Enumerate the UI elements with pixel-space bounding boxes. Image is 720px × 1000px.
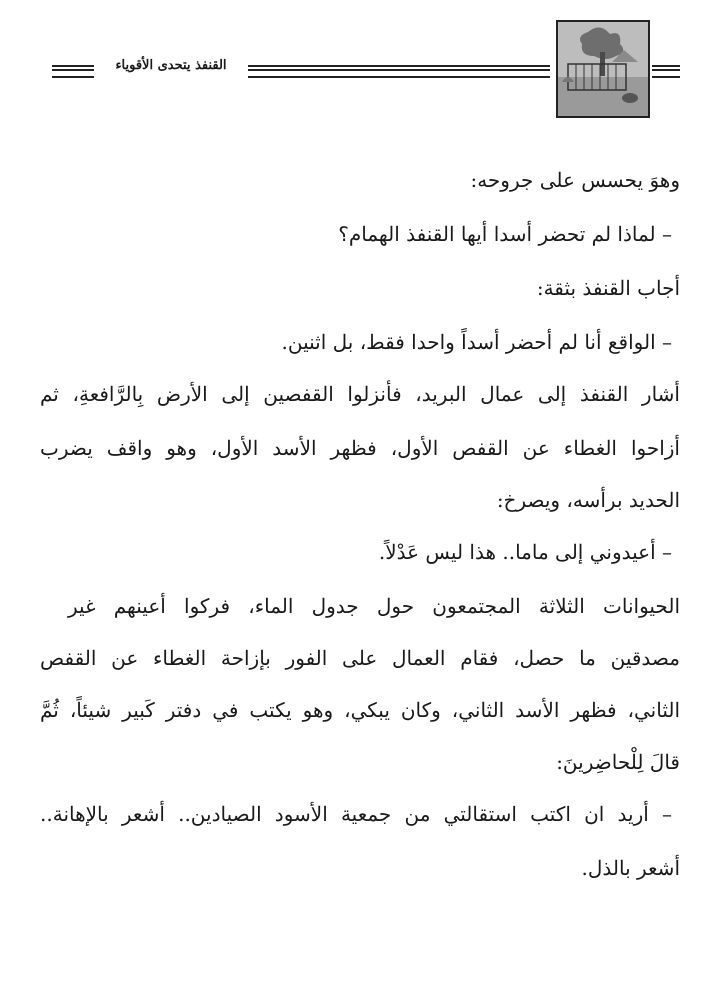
text-line: الحيوانات الثلاثة المجتمعون حول جدول الماء، فركوا أعينهم غير bbox=[68, 594, 680, 618]
text-line: الحديد برأسه، ويصرخ: bbox=[496, 488, 680, 512]
dialogue-line: – أريد ان اكتب استقالتي من جمعية الأسود الصيادين.. أشعر بالإهانة.. bbox=[40, 802, 672, 826]
header-rule-left bbox=[52, 65, 94, 78]
text-line: أشار القنفذ إلى عمال البريد، فأنزلوا القفصين إلى الأرض بِالرَّافعةِ، ثم bbox=[40, 382, 680, 406]
text-line: قالَ لِلْحاضِرينَ: bbox=[556, 750, 680, 774]
text-line: أجاب القنفذ بثقة: bbox=[536, 276, 680, 300]
header-illustration bbox=[556, 20, 650, 118]
text-line: وهوَ يحسس على جروحه: bbox=[470, 168, 680, 192]
text-line: أزاحوا الغطاء عن القفص الأول، فظهر الأسد الأول، وهو واقف يضرب bbox=[40, 436, 680, 460]
dialogue-line: – الواقع أنا لم أحضر أسداً واحدا فقط، بل اثنين. bbox=[281, 330, 672, 354]
text-line: مصدقين ما حصل، فقام العمال على الفور بإزاحة الغطاء عن القفص bbox=[40, 646, 680, 670]
page-header bbox=[0, 0, 720, 130]
running-title: القنفذ يتحدى الأقوياء bbox=[115, 58, 227, 73]
header-rule-right bbox=[248, 65, 550, 78]
header-rule-far bbox=[652, 65, 680, 78]
dialogue-line: – أعيدوني إلى ماما.. هذا ليس عَدْلاً. bbox=[378, 540, 672, 564]
dialogue-line: – لماذا لم تحضر أسدا أيها القنفذ الهمام؟ bbox=[338, 222, 672, 246]
text-line: أشعر بالذل. bbox=[581, 856, 680, 880]
text-line: الثاني، فظهر الأسد الثاني، وكان يبكي، وهو يكتب في دفتر كَبير شيئاً، ثُمَّ bbox=[40, 698, 680, 722]
